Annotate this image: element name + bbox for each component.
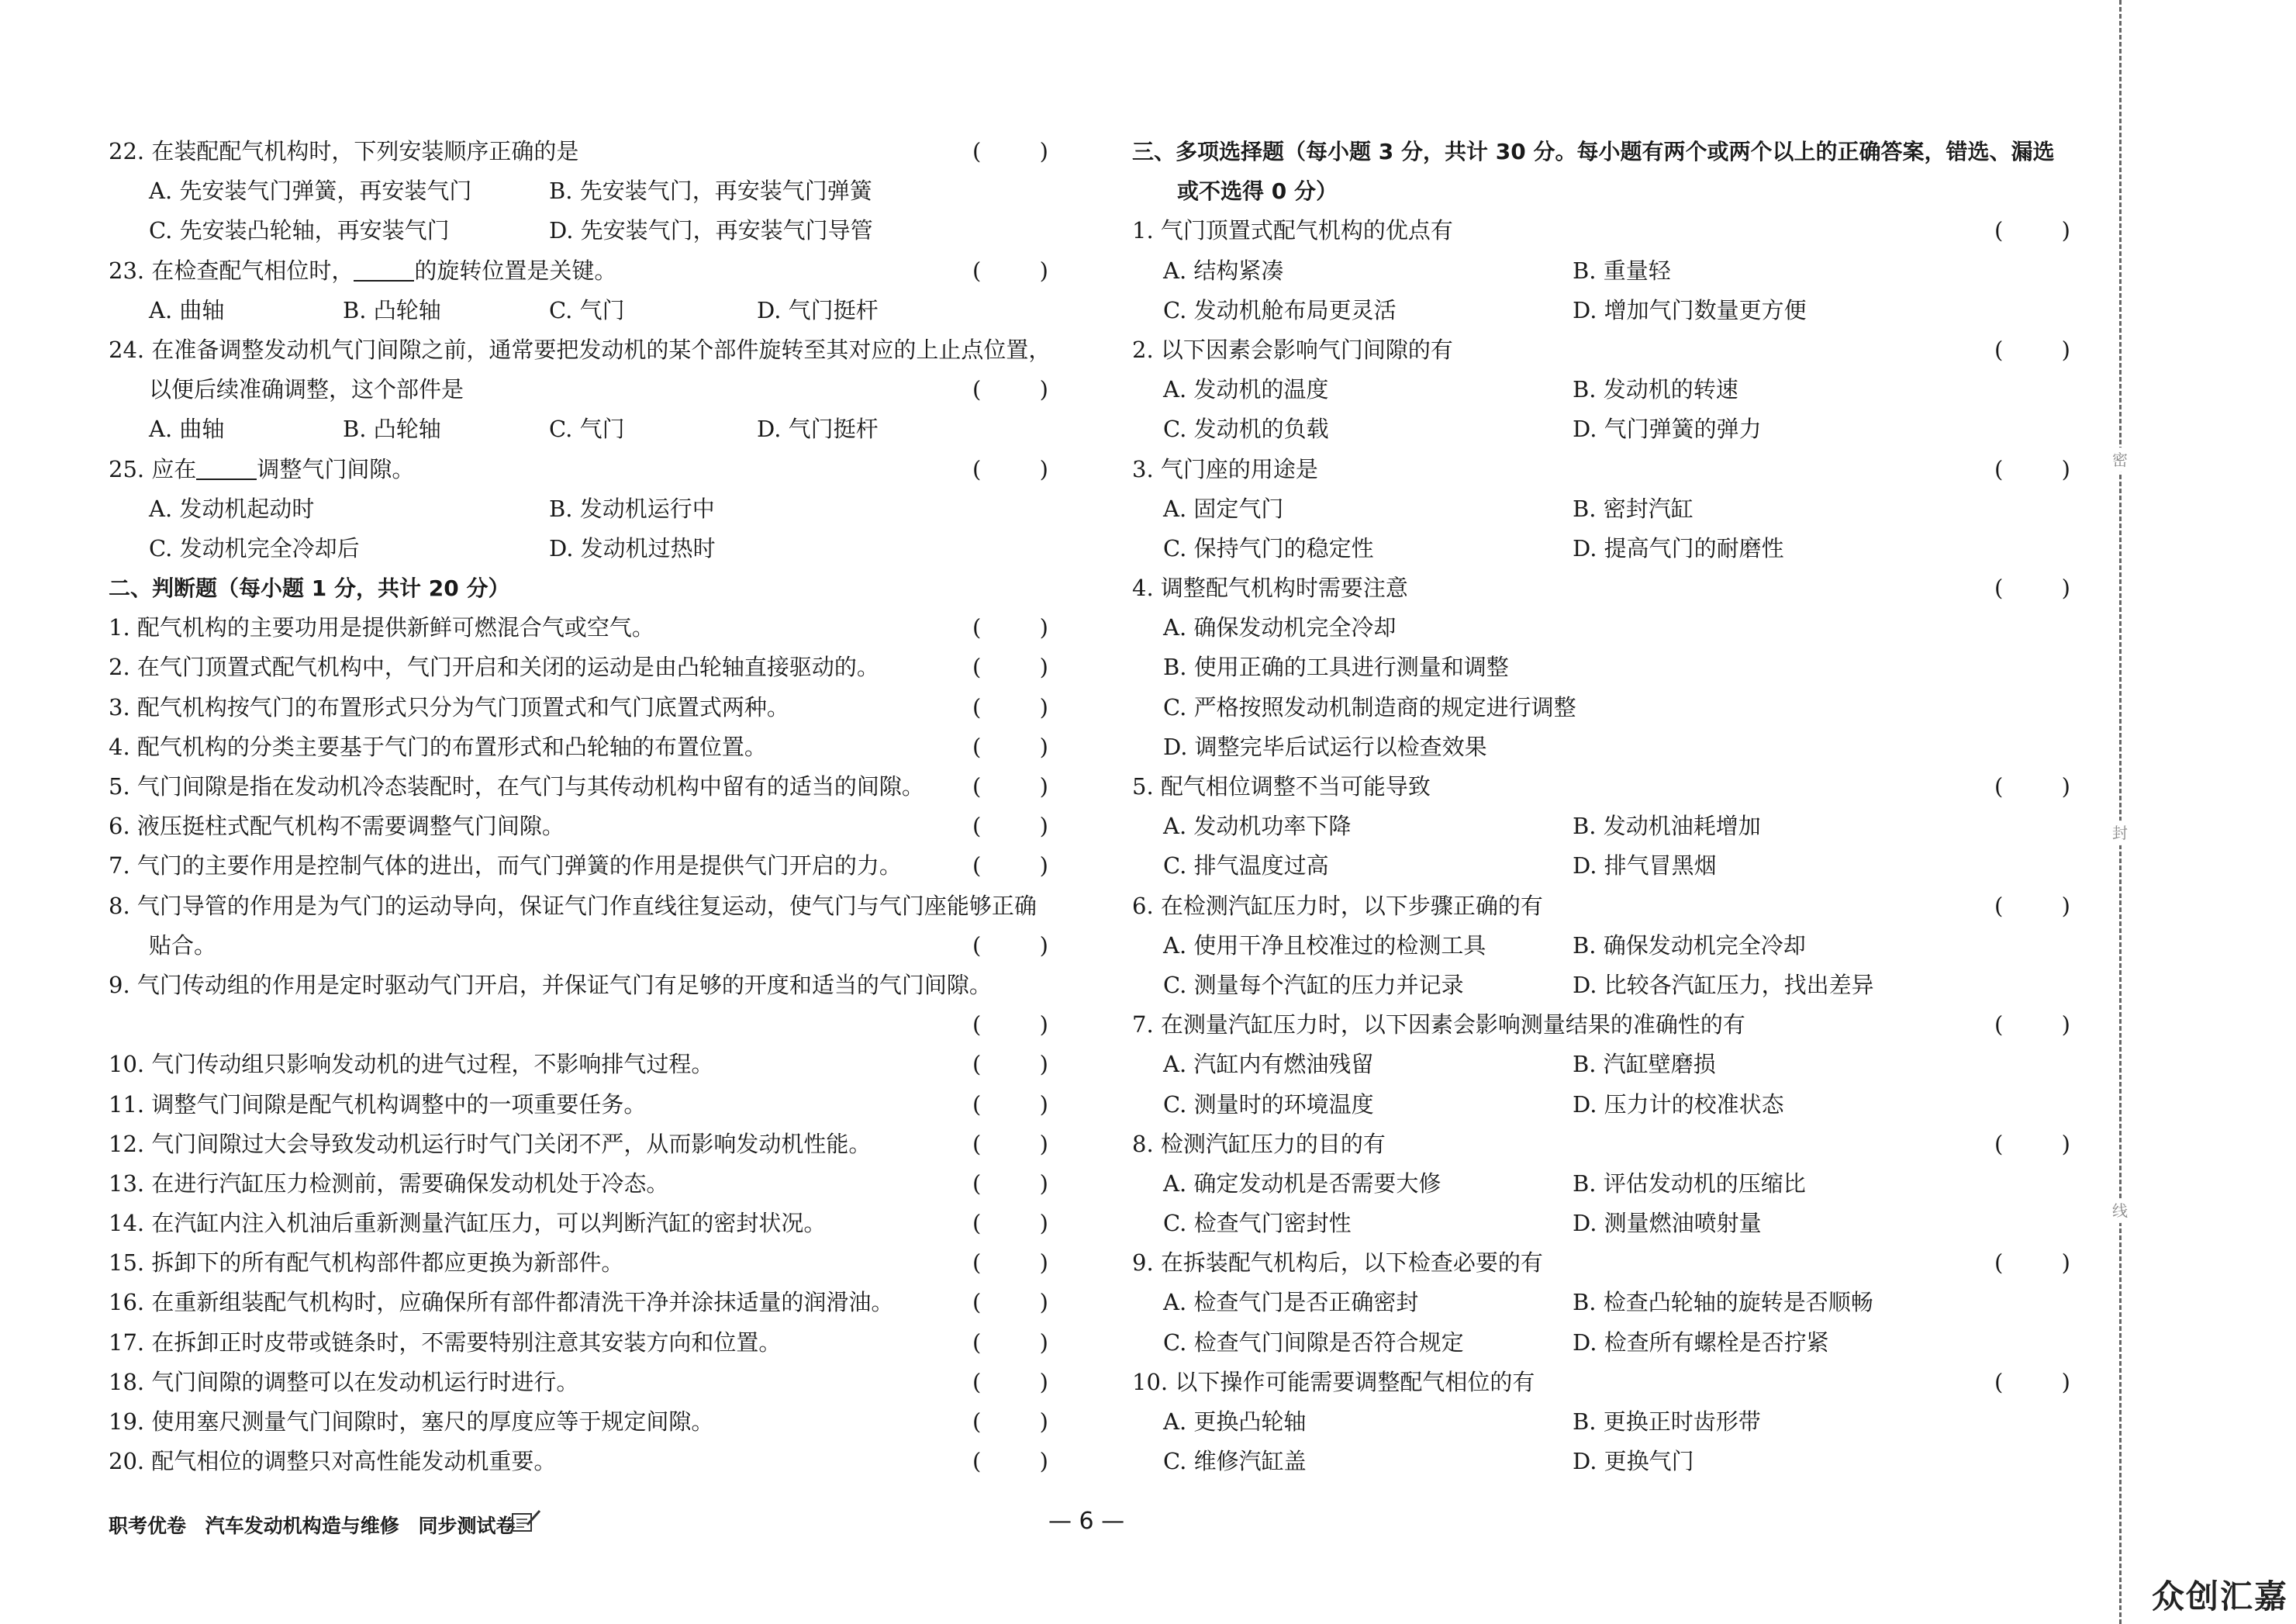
answer-paren xyxy=(1994,1363,2070,1402)
answer-paren xyxy=(972,608,1048,648)
option-row xyxy=(1132,370,2070,409)
option: A. 确保发动机完全冷却 xyxy=(1163,614,1397,641)
answer-paren xyxy=(972,1243,1048,1283)
paren-open: ( xyxy=(972,1011,982,1038)
paren-open: ( xyxy=(1994,336,2004,363)
option-row xyxy=(1132,1323,2070,1363)
option: D. 调整完毕后试运行以检查效果 xyxy=(1163,733,1487,760)
paren-open: ( xyxy=(972,693,982,720)
paren-close: ) xyxy=(1039,1448,1048,1475)
paren-open: ( xyxy=(972,852,982,879)
brand-watermark: 众创汇嘉 xyxy=(2151,1577,2288,1615)
answer-paren xyxy=(972,648,1048,687)
option-row xyxy=(1132,251,2070,291)
paren-open: ( xyxy=(972,1170,982,1197)
answer-paren xyxy=(1994,1005,2070,1045)
footer-type: 同步测试卷 xyxy=(418,1515,516,1537)
paren-close: ) xyxy=(2061,1011,2070,1038)
paren-open: ( xyxy=(1994,1368,2004,1395)
option: B. 汽缸壁磨损 xyxy=(1573,1051,1716,1078)
option: A. 使用干净且校准过的检测工具 xyxy=(1163,931,1486,959)
option: A. 汽缸内有燃油残留 xyxy=(1163,1051,1374,1078)
answer-paren xyxy=(1994,767,2070,807)
binding-mark-feng: 封 xyxy=(2108,821,2132,845)
option: C. 先安装凸轮轴，再安装气门 xyxy=(149,217,450,244)
question-row xyxy=(109,1243,1048,1283)
question-text: 8. 检测汽缸压力的目的有 xyxy=(1132,1130,1386,1157)
question-text: 调整气门间隙。 xyxy=(257,455,415,482)
question-text: 9. 气门传动组的作用是定时驱动气门开启，并保证气门有足够的开度和适当的气门间隙。 xyxy=(109,971,992,998)
option: D. 检查所有螺栓是否拧紧 xyxy=(1573,1329,1829,1356)
option: D. 气门挺杆 xyxy=(757,296,879,323)
option: C. 气门 xyxy=(549,296,625,323)
option: B. 凸轮轴 xyxy=(343,296,441,323)
paren-close: ) xyxy=(1039,1249,1048,1277)
question-text: 1. 配气机构的主要功用是提供新鲜可燃混合气或空气。 xyxy=(109,614,654,641)
option: B. 发动机运行中 xyxy=(549,495,715,522)
option-row xyxy=(1132,529,2070,568)
paren-open: ( xyxy=(972,1368,982,1395)
paren-open: ( xyxy=(972,654,982,681)
option: D. 气门弹簧的弹力 xyxy=(1573,416,1762,443)
option-row xyxy=(1132,608,2070,648)
option: D. 气门挺杆 xyxy=(757,416,879,443)
question-row xyxy=(109,1363,1048,1402)
option: C. 检查气门间隙是否符合规定 xyxy=(1163,1329,1464,1356)
option: D. 增加气门数量更方便 xyxy=(1573,296,1807,323)
question-text: 25. 应在 xyxy=(109,455,197,482)
question-text: 10. 以下操作可能需要调整配气相位的有 xyxy=(1132,1368,1535,1395)
paren-close: ) xyxy=(1039,654,1048,681)
question-text: 23. 在检查配气相位时， xyxy=(109,257,354,284)
binding-mark-xian: 线 xyxy=(2108,1198,2132,1223)
answer-paren xyxy=(972,926,1048,966)
question-row xyxy=(1132,1243,2070,1283)
question-text: 18. 气门间隙的调整可以在发动机运行时进行。 xyxy=(109,1368,579,1395)
question-row xyxy=(109,132,1048,171)
paren-close: ) xyxy=(1039,693,1048,720)
paren-close: ) xyxy=(1039,376,1048,403)
paren-close: ) xyxy=(1039,614,1048,641)
answer-paren xyxy=(972,1283,1048,1322)
question-row-cont xyxy=(109,926,1048,966)
question-text: 10. 气门传动组只影响发动机的进气过程，不影响排气过程。 xyxy=(109,1051,714,1078)
option: C. 发动机的负载 xyxy=(1163,416,1329,443)
answer-paren xyxy=(1994,1125,2070,1164)
paren-open: ( xyxy=(972,813,982,840)
answer-paren xyxy=(972,370,1048,409)
paren-close: ) xyxy=(1039,1051,1048,1078)
question-row xyxy=(109,1402,1048,1442)
option-row xyxy=(109,291,1048,330)
question-row xyxy=(109,648,1048,687)
answer-paren xyxy=(972,1045,1048,1084)
question-row xyxy=(1132,1363,2070,1402)
option-row xyxy=(1132,1204,2070,1243)
answer-paren xyxy=(972,1323,1048,1363)
paren-close: ) xyxy=(1039,1090,1048,1118)
footer-subject: 汽车发动机构造与维修 xyxy=(205,1515,399,1537)
option: C. 气门 xyxy=(549,416,625,443)
question-text: 19. 使用塞尺测量气门间隙时，塞尺的厚度应等于规定间隙。 xyxy=(109,1408,714,1435)
footer-title xyxy=(109,1511,527,1539)
option: B. 评估发动机的压缩比 xyxy=(1573,1170,1806,1197)
question-row xyxy=(109,846,1048,886)
option: B. 发动机的转速 xyxy=(1573,376,1738,403)
paren-close: ) xyxy=(2061,1368,2070,1395)
option-row xyxy=(1132,409,2070,449)
paren-close: ) xyxy=(1039,257,1048,284)
question-text: 5. 气门间隙是指在发动机冷态装配时，在气门与其传动机构中留有的适当的间隙。 xyxy=(109,773,924,800)
answer-paren xyxy=(972,807,1048,846)
option: B. 密封汽缸 xyxy=(1573,495,1694,522)
paren-close: ) xyxy=(2061,1249,2070,1277)
option-row xyxy=(1132,648,2070,687)
paren-open: ( xyxy=(972,931,982,959)
paren-close: ) xyxy=(2061,1130,2070,1157)
question-row xyxy=(1132,211,2070,251)
option-row xyxy=(109,211,1048,251)
question-text: 13. 在进行汽缸压力检测前，需要确保发动机处于冷态。 xyxy=(109,1170,669,1197)
question-text: 8. 气门导管的作用是为气门的运动导向，保证气门作直线往复运动，使气门与气门座能够正确 xyxy=(109,892,1037,919)
paren-open: ( xyxy=(972,614,982,641)
option: A. 确定发动机是否需要大修 xyxy=(1163,1170,1441,1197)
fill-blank xyxy=(196,455,257,480)
answer-paren xyxy=(972,1402,1048,1442)
option: C. 发动机完全冷却后 xyxy=(149,534,360,561)
paren-close: ) xyxy=(1039,1368,1048,1395)
answer-paren xyxy=(972,1442,1048,1481)
answer-paren xyxy=(972,1085,1048,1125)
question-text: 22. 在装配配气机构时，下列安装顺序正确的是 xyxy=(109,138,579,164)
document-edit-icon xyxy=(510,1508,543,1536)
option-row xyxy=(1132,1283,2070,1322)
option: A. 发动机起动时 xyxy=(149,495,315,522)
section-heading-cont: 或不选得 0 分） xyxy=(1177,178,1338,205)
paren-close: ) xyxy=(1039,1011,1048,1038)
paren-close: ) xyxy=(1039,1289,1048,1316)
binding-mark-mi: 密 xyxy=(2108,447,2132,472)
option-row xyxy=(109,489,1048,529)
paren-open: ( xyxy=(972,1051,982,1078)
right-column xyxy=(1132,132,2070,1481)
paren-open: ( xyxy=(1994,773,2004,800)
option-row xyxy=(1132,291,2070,330)
question-text: 7. 在测量汽缸压力时，以下因素会影响测量结果的准确性的有 xyxy=(1132,1011,1745,1038)
option: C. 测量每个汽缸的压力并记录 xyxy=(1163,971,1464,998)
answer-paren xyxy=(972,727,1048,767)
question-row xyxy=(109,807,1048,846)
paren-close: ) xyxy=(2061,455,2070,482)
option: D. 提高气门的耐磨性 xyxy=(1573,534,1784,561)
section-heading: 二、判断题（每小题 1 分，共计 20 分） xyxy=(109,575,510,602)
question-text: 贴合。 xyxy=(149,931,217,959)
option: A. 结构紧凑 xyxy=(1163,257,1284,284)
question-row xyxy=(109,608,1048,648)
option: D. 排气冒黑烟 xyxy=(1573,852,1717,879)
question-text: 3. 配气机构按气门的布置形式只分为气门顶置式和气门底置式两种。 xyxy=(109,693,789,720)
question-row xyxy=(1132,1005,2070,1045)
question-text: 16. 在重新组装配气机构时，应确保所有部件都清洗干净并涂抹适量的润滑油。 xyxy=(109,1289,894,1316)
paren-close: ) xyxy=(1039,455,1048,482)
question-row xyxy=(109,886,1048,926)
option: A. 检查气门是否正确密封 xyxy=(1163,1289,1419,1316)
option: D. 发动机过热时 xyxy=(549,534,716,561)
binding-dashed-line xyxy=(2119,0,2122,1624)
option: A. 发动机的温度 xyxy=(1163,376,1329,403)
paren-open: ( xyxy=(972,455,982,482)
question-text: 的旋转位置是关键。 xyxy=(414,257,617,284)
option: B. 发动机油耗增加 xyxy=(1573,813,1761,840)
option: A. 更换凸轮轴 xyxy=(1163,1408,1307,1435)
paren-open: ( xyxy=(972,1329,982,1356)
paren-close: ) xyxy=(2061,336,2070,363)
option: B. 更换正时齿形带 xyxy=(1573,1408,1761,1435)
paren-close: ) xyxy=(1039,1329,1048,1356)
paren-close: ) xyxy=(2061,217,2070,244)
question-row xyxy=(109,251,1048,291)
answer-paren xyxy=(1994,211,2070,251)
question-text: 以便后续准确调整，这个部件是 xyxy=(149,376,464,403)
option: C. 严格按照发动机制造商的规定进行调整 xyxy=(1163,693,1576,720)
paren-close: ) xyxy=(1039,813,1048,840)
paren-close: ) xyxy=(1039,1210,1048,1237)
option: C. 测量时的环境温度 xyxy=(1163,1090,1374,1118)
answer-paren xyxy=(1994,330,2070,370)
option: D. 先安装气门，再安装气门导管 xyxy=(549,217,873,244)
question-text: 2. 以下因素会影响气门间隙的有 xyxy=(1132,336,1453,363)
option-row xyxy=(109,171,1048,211)
paren-open: ( xyxy=(972,257,982,284)
option: A. 先安装气门弹簧，再安装气门 xyxy=(149,178,472,205)
option-row xyxy=(1132,688,2070,727)
option: D. 压力计的校准状态 xyxy=(1573,1090,1784,1118)
paren-close: ) xyxy=(2061,773,2070,800)
question-row xyxy=(109,727,1048,767)
option: C. 保持气门的稳定性 xyxy=(1163,534,1374,561)
option: B. 检查凸轮轴的旋转是否顺畅 xyxy=(1573,1289,1873,1316)
answer-paren xyxy=(972,767,1048,807)
paren-close: ) xyxy=(1039,773,1048,800)
answer-paren xyxy=(1994,568,2070,608)
answer-paren xyxy=(972,1005,1048,1045)
question-text: 15. 拆卸下的所有配气机构部件都应更换为新部件。 xyxy=(109,1249,624,1277)
answer-paren xyxy=(972,846,1048,886)
question-row xyxy=(109,767,1048,807)
question-row xyxy=(109,1283,1048,1322)
paren-open: ( xyxy=(1994,1130,2004,1157)
option-row xyxy=(1132,807,2070,846)
footer-series: 职考优卷 xyxy=(109,1515,187,1537)
question-text: 9. 在拆装配气机构后，以下检查必要的有 xyxy=(1132,1249,1543,1277)
question-text: 12. 气门间隙过大会导致发动机运行时气门关闭不严，从而影响发动机性能。 xyxy=(109,1130,872,1157)
paren-open: ( xyxy=(972,1408,982,1435)
answer-paren xyxy=(972,251,1048,291)
question-row xyxy=(1132,330,2070,370)
question-text: 20. 配气相位的调整只对高性能发动机重要。 xyxy=(109,1448,557,1475)
question-text: 14. 在汽缸内注入机油后重新测量汽缸压力，可以判断汽缸的密封状况。 xyxy=(109,1210,827,1237)
question-text: 17. 在拆卸正时皮带或链条时，不需要特别注意其安装方向和位置。 xyxy=(109,1329,782,1356)
option: A. 曲轴 xyxy=(149,416,225,443)
fill-blank xyxy=(354,257,414,282)
option: B. 凸轮轴 xyxy=(343,416,441,443)
question-row xyxy=(109,1085,1048,1125)
paren-close: ) xyxy=(1039,733,1048,760)
option: A. 固定气门 xyxy=(1163,495,1284,522)
option: D. 更换气门 xyxy=(1573,1448,1694,1475)
paren-close: ) xyxy=(1039,1408,1048,1435)
section-heading: 三、多项选择题（每小题 3 分，共计 30 分。每小题有两个或两个以上的正确答案，错选、漏选 xyxy=(1132,139,2055,164)
answer-paren xyxy=(1994,886,2070,926)
answer-paren xyxy=(972,1125,1048,1164)
question-text: 2. 在气门顶置式配气机构中，气门开启和关闭的运动是由凸轮轴直接驱动的。 xyxy=(109,654,879,681)
option-row xyxy=(1132,1402,2070,1442)
paren-open: ( xyxy=(1994,892,2004,919)
paren-open: ( xyxy=(972,1448,982,1475)
option-row xyxy=(1132,1045,2070,1084)
paren-close: ) xyxy=(2061,892,2070,919)
question-row xyxy=(1132,886,2070,926)
question-row xyxy=(1132,450,2070,489)
paren-open: ( xyxy=(1994,1249,2004,1277)
option-row xyxy=(1132,926,2070,966)
paren-close: ) xyxy=(1039,1130,1048,1157)
option-row xyxy=(1132,1085,2070,1125)
paren-close: ) xyxy=(2061,575,2070,602)
option: B. 确保发动机完全冷却 xyxy=(1573,931,1806,959)
option-row xyxy=(1132,727,2070,767)
question-text: 4. 配气机构的分类主要基于气门的布置形式和凸轮轴的布置位置。 xyxy=(109,733,767,760)
question-row xyxy=(109,1125,1048,1164)
answer-paren xyxy=(972,450,1048,489)
option-row xyxy=(1132,966,2070,1005)
paren-open: ( xyxy=(972,1210,982,1237)
option: D. 比较各汽缸压力，找出差异 xyxy=(1573,971,1874,998)
question-row xyxy=(1132,767,2070,807)
option: C. 维修汽缸盖 xyxy=(1163,1448,1307,1475)
question-row xyxy=(109,1164,1048,1204)
option-row xyxy=(1132,1164,2070,1204)
option: A. 曲轴 xyxy=(149,296,225,323)
question-row xyxy=(109,450,1048,489)
paren-open: ( xyxy=(1994,217,2004,244)
question-text: 24. 在准备调整发动机气门间隙之前，通常要把发动机的某个部件旋转至其对应的上止点位置， xyxy=(109,336,1051,363)
option-row xyxy=(1132,1442,2070,1481)
paren-close: ) xyxy=(1039,852,1048,879)
question-row xyxy=(1132,568,2070,608)
answer-paren xyxy=(972,1363,1048,1402)
paren-open: ( xyxy=(972,1090,982,1118)
question-row xyxy=(109,1323,1048,1363)
paren-open: ( xyxy=(972,773,982,800)
answer-paren xyxy=(972,1164,1048,1204)
answer-row xyxy=(109,1005,1048,1045)
paren-open: ( xyxy=(972,1130,982,1157)
option: B. 重量轻 xyxy=(1573,257,1671,284)
option-row xyxy=(1132,846,2070,886)
option: B. 使用正确的工具进行测量和调整 xyxy=(1163,654,1509,681)
paren-open: ( xyxy=(972,376,982,403)
option: C. 排气温度过高 xyxy=(1163,852,1329,879)
question-text: 4. 调整配气机构时需要注意 xyxy=(1132,575,1408,602)
question-row xyxy=(109,1442,1048,1481)
paren-close: ) xyxy=(1039,1170,1048,1197)
paren-open: ( xyxy=(972,733,982,760)
question-row xyxy=(109,1204,1048,1243)
question-row-cont xyxy=(109,370,1048,409)
question-row xyxy=(1132,1125,2070,1164)
paren-open: ( xyxy=(972,1249,982,1277)
paren-open: ( xyxy=(1994,1011,2004,1038)
answer-paren xyxy=(1994,1243,2070,1283)
option-row xyxy=(1132,489,2070,529)
option-row xyxy=(109,529,1048,568)
answer-paren xyxy=(972,1204,1048,1243)
question-row xyxy=(109,966,1048,1005)
question-text: 6. 在检测汽缸压力时，以下步骤正确的有 xyxy=(1132,892,1543,919)
question-text: 7. 气门的主要作用是控制气体的进出，而气门弹簧的作用是提供气门开启的力。 xyxy=(109,852,902,879)
option: D. 测量燃油喷射量 xyxy=(1573,1210,1762,1237)
option: B. 先安装气门，再安装气门弹簧 xyxy=(549,178,872,205)
paren-open: ( xyxy=(972,138,982,164)
paren-open: ( xyxy=(1994,575,2004,602)
question-text: 6. 液压挺柱式配气机构不需要调整气门间隙。 xyxy=(109,813,565,840)
question-text: 1. 气门顶置式配气机构的优点有 xyxy=(1132,217,1453,244)
left-column xyxy=(109,132,1051,1481)
page-number: — 6 — xyxy=(1048,1508,1125,1535)
paren-close: ) xyxy=(1039,931,1048,959)
option-row xyxy=(109,409,1048,449)
paren-open: ( xyxy=(972,1289,982,1316)
answer-paren xyxy=(972,688,1048,727)
option: C. 检查气门密封性 xyxy=(1163,1210,1352,1237)
option: C. 发动机舱布局更灵活 xyxy=(1163,296,1397,323)
question-row xyxy=(109,330,1051,370)
question-text: 5. 配气相位调整不当可能导致 xyxy=(1132,773,1431,800)
answer-paren xyxy=(1994,450,2070,489)
paren-close: ) xyxy=(1039,138,1048,164)
paren-open: ( xyxy=(1994,455,2004,482)
question-text: 11. 调整气门间隙是配气机构调整中的一项重要任务。 xyxy=(109,1090,647,1118)
question-row xyxy=(109,1045,1048,1084)
option: A. 发动机功率下降 xyxy=(1163,813,1352,840)
answer-paren xyxy=(972,132,1048,171)
question-row xyxy=(109,688,1048,727)
question-text: 3. 气门座的用途是 xyxy=(1132,455,1318,482)
